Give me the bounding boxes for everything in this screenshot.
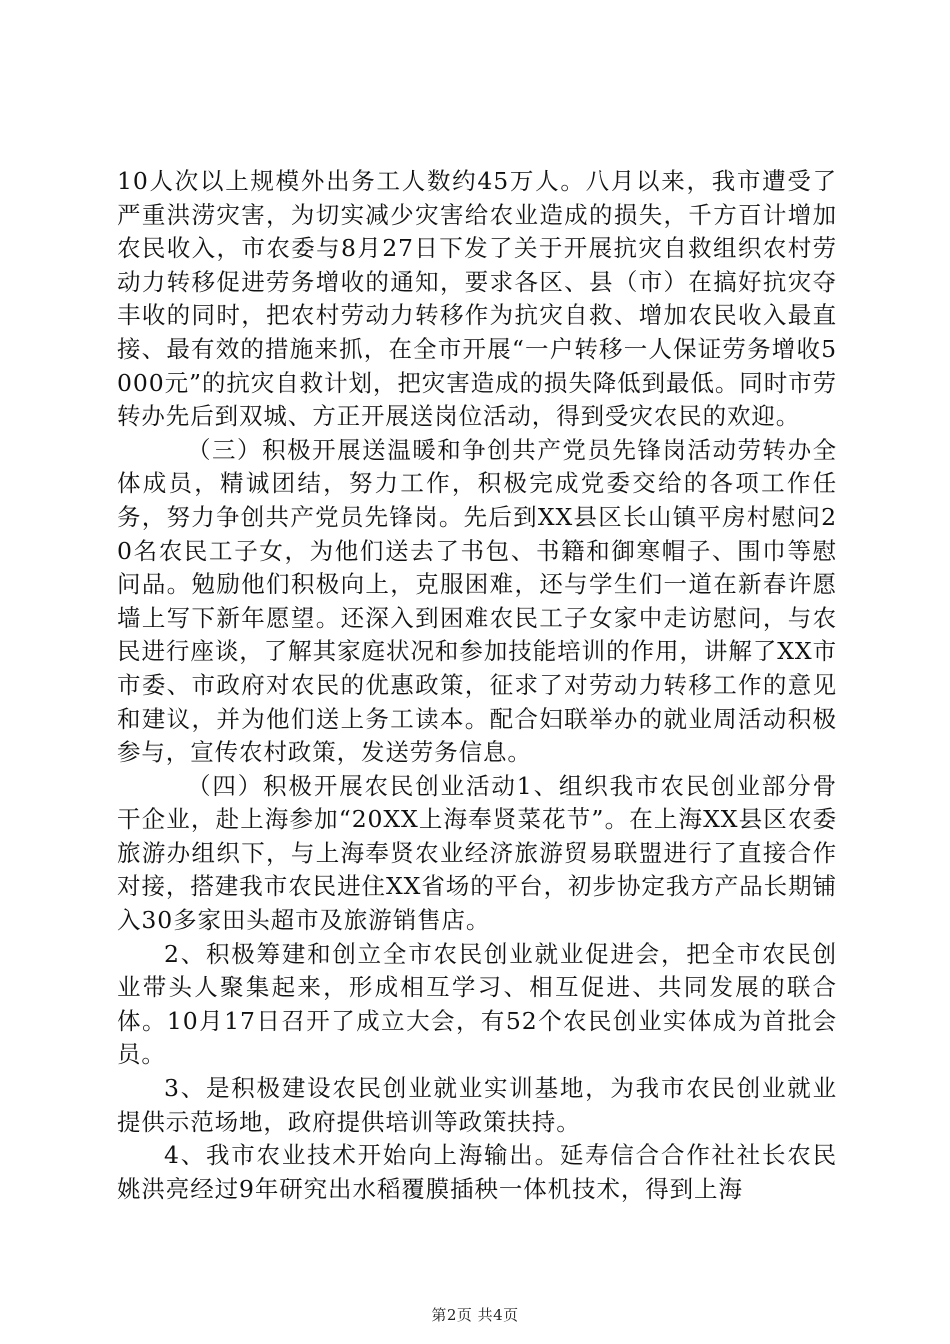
paragraph-item-3: 3、是积极建设农民创业就业实训基地，为我市农民创业就业提供示范场地，政府提供培训等政策扶持。: [117, 1074, 837, 1136]
paragraph-section-3: （三）积极开展送温暖和争创共产党员先锋岗活动劳转办全体成员，精诚团结，努力工作，积极完成党委交给的各项工作任务，努力争创共产党员先锋岗。先后到XX县区长山镇平房村慰问20名农民工子女，为他们送去了书包、书籍和御寒帽子、围巾等慰问品。勉励他们积极向上，克服困难，还与学生们一道在新春许愿墙上写下新年愿望。还深入到困难农民工子女家中走访慰问，与农民进行座谈，了解其家庭状况和参加技能培训的作用，讲解了XX市市委、市政府对农民的优惠政策，征求了对劳动力转移工作的意见和建议，并为他们送上务工读本。配合妇联举办的就业周活动积极参与，宣传农村政策，发送劳务信息。: [117, 435, 837, 767]
paragraph-section-4: （四）积极开展农民创业活动1、组织我市农民创业部分骨干企业，赴上海参加“20XX上海奉贤菜花节”。在上海XX县区农委旅游办组织下，与上海奉贤农业经济旅游贸易联盟进行了直接合作对接，搭建我市农民进住XX省场的平台，初步协定我方产品长期铺入30多家田头超市及旅游销售店。: [117, 771, 837, 935]
document-body: [117, 165, 837, 1206]
paragraph-item-2: 2、积极筹建和创立全市农民创业就业促进会，把全市农民创业带头人聚集起来，形成相互学习、相互促进、共同发展的联合体。10月17日召开了成立大会，有52个农民创业实体成为首批会员。: [117, 939, 837, 1069]
page-number-footer: 第2页 共4页: [431, 1306, 519, 1324]
paragraph-item-4: 4、我市农业技术开始向上海输出。延寿信合合作社社长农民姚洪亮经过9年研究出水稻覆膜插秧一体机技术，得到上海: [117, 1141, 837, 1203]
paragraph-continued: 10人次以上规模外出务工人数约45万人。八月以来，我市遭受了严重洪涝灾害，为切实减少灾害给农业造成的损失，千方百计增加农民收入，市农委与8月27日下发了关于开展抗灾自救组织农村劳动力转移促进劳务增收的通知，要求各区、县（市）在搞好抗灾夺丰收的同时，把农村劳动力转移作为抗灾自救、增加农民收入最直接、最有效的措施来抓，在全市开展“一户转移一人保证劳务增收5000元”的抗灾自救计划，把灾害造成的损失降低到最低。同时市劳转办先后到双城、方正开展送岗位活动，得到受灾农民的欢迎。: [117, 167, 837, 431]
